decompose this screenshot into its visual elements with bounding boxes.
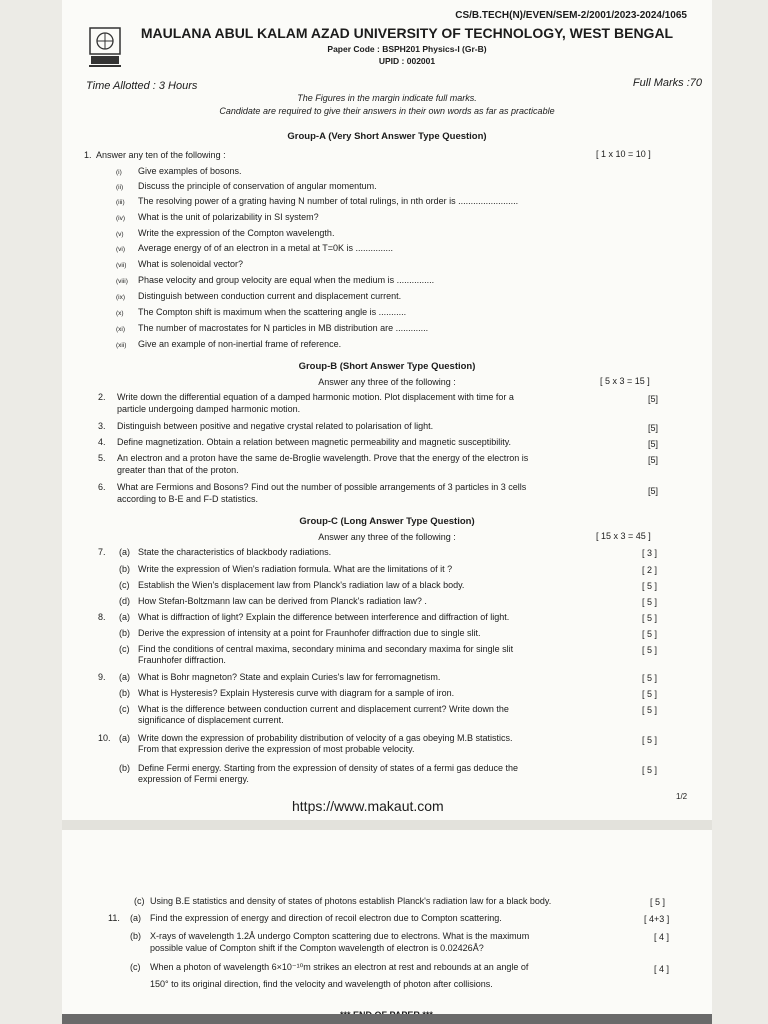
part-label: (c) <box>134 896 145 906</box>
question-text: State the characteristics of blackbody radiations. <box>138 547 332 557</box>
upid: UPID : 002001 <box>378 56 436 66</box>
group-c-instruction: Answer any three of the following : <box>318 532 456 542</box>
question-number: 10. <box>98 733 111 743</box>
question-text: 150° to its original direction, find the velocity and wavelength of photon after collisions. <box>150 979 493 989</box>
full-marks: Full Marks :70 <box>632 77 702 89</box>
question-number: 8. <box>98 612 106 622</box>
footer-url: https://www.makaut.com <box>292 798 444 814</box>
question-number: 7. <box>98 547 106 557</box>
instruction-own-words: Candidate are required to give their answers in their own words as far as practicable <box>219 106 555 116</box>
question-text: Derive the expression of intensity at a point for Fraunhofer diffraction due to single slit. <box>138 628 481 638</box>
paper-code: Paper Code : BSPH201 Physics-I (Gr-B) <box>327 44 487 54</box>
part-label: (a) <box>130 913 141 923</box>
bottom-shadow <box>62 1014 712 1024</box>
question-marks: [5] <box>648 455 659 465</box>
part-label: (d) <box>119 596 130 606</box>
part-label: (a) <box>119 547 130 557</box>
paper-reference-code: CS/B.TECH(N)/EVEN/SEM-2/2001/2023-2024/1065 <box>455 10 687 21</box>
part-label: (b) <box>130 931 141 941</box>
question-text: What is the unit of polarizability in SI system? <box>138 212 319 222</box>
question-marks: [ 5 ] <box>642 629 658 639</box>
question-text: When a photon of wavelength 6×10⁻¹⁰m strikes an electron at rest and rebounds at an angle of <box>150 962 529 972</box>
question-text: Write the expression of Wien's radiation formula. What are the limitations of it ? <box>138 564 453 574</box>
question-text: according to B-E and F-D statistics. <box>117 494 259 504</box>
part-label: (b) <box>119 564 130 574</box>
item-number: (iii) <box>116 199 125 206</box>
question-text: What is the difference between conduction current and displacement current? Write down the <box>138 704 509 714</box>
question-number: 11. <box>108 913 120 923</box>
question-marks: [ 5 ] <box>642 581 658 591</box>
question-text: significance of displacement current. <box>138 715 284 725</box>
question-text: Establish the Wien's displacement law from Planck's radiation law of a black body. <box>138 580 465 590</box>
question-number: 1. <box>84 150 92 160</box>
question-text: Write down the differential equation of a damped harmonic motion. Plot displacement with time for a <box>117 392 514 402</box>
item-number: (vii) <box>116 262 127 269</box>
item-number: (xi) <box>116 326 126 333</box>
item-number: (v) <box>116 231 124 238</box>
question-marks: [5] <box>648 439 659 449</box>
exam-page-2 <box>62 830 712 1024</box>
question-marks: [5] <box>648 394 659 404</box>
group-a-instruction: Answer any ten of the following : <box>96 150 226 160</box>
page-number: 1/2 <box>676 792 688 801</box>
question-text: What is solenoidal vector? <box>138 259 244 269</box>
question-marks: [ 4+3 ] <box>644 914 670 924</box>
question-number: 4. <box>98 437 106 447</box>
instruction-margin: The Figures in the margin indicate full marks. <box>297 93 477 103</box>
question-text: What is Hysteresis? Explain Hysteresis curve with diagram for a sample of iron. <box>138 688 455 698</box>
item-number: (iv) <box>116 215 126 222</box>
item-number: (ix) <box>116 294 126 301</box>
question-text: Define magnetization. Obtain a relation between magnetic permeability and magnetic susceptibility. <box>117 437 512 447</box>
question-marks: [ 5 ] <box>642 689 658 699</box>
question-marks: [ 5 ] <box>642 765 658 775</box>
group-b-instruction: Answer any three of the following : <box>318 377 456 387</box>
question-number: 5. <box>98 453 106 463</box>
question-marks: [ 5 ] <box>642 645 658 655</box>
item-number: (i) <box>116 169 122 176</box>
part-label: (c) <box>119 704 130 714</box>
question-text: Define Fermi energy. Starting from the expression of density of states of a fermi gas deduce the <box>138 763 519 773</box>
question-text: How Stefan-Boltzmann law can be derived from Planck's radiation law? . <box>138 596 427 606</box>
question-text: Distinguish between conduction current and displacement current. <box>138 291 402 301</box>
question-number: 3. <box>98 421 106 431</box>
question-marks: [ 5 ] <box>642 613 658 623</box>
question-text: Write down the expression of probability distribution of velocity of a gas obeying M.B statistics. <box>138 733 513 743</box>
question-text: Phase velocity and group velocity are equal when the medium is ............... <box>138 275 435 285</box>
part-label: (a) <box>119 733 130 743</box>
question-text: expression of Fermi energy. <box>138 774 249 784</box>
part-label: (c) <box>119 644 130 654</box>
university-name: MAULANA ABUL KALAM AZAD UNIVERSITY OF TECHNOLOGY, WEST BENGAL <box>140 25 674 41</box>
group-a-marks: [ 1 x 10 = 10 ] <box>596 149 651 159</box>
page-separator <box>62 820 712 830</box>
question-marks: [5] <box>648 423 659 433</box>
question-marks: [ 5 ] <box>642 597 658 607</box>
item-number: (vi) <box>116 246 126 253</box>
question-text: An electron and a proton have the same de-Broglie wavelength. Prove that the energy of the electron is <box>117 453 529 463</box>
question-marks: [ 5 ] <box>642 673 658 683</box>
question-text: What is diffraction of light? Explain the difference between interference and diffraction of light. <box>138 612 510 622</box>
question-text: Using B.E statistics and density of states of photons establish Planck's radiation law for a black body. <box>150 896 552 906</box>
question-text: Give an example of non-inertial frame of reference. <box>138 339 342 349</box>
part-label: (b) <box>119 688 130 698</box>
question-text: The Compton shift is maximum when the scattering angle is ........... <box>138 307 407 317</box>
part-label: (b) <box>119 628 130 638</box>
question-number: 6. <box>98 482 106 492</box>
question-text: X-rays of wavelength 1.2Å undergo Compton scattering due to electrons. What is the maximum <box>150 931 530 941</box>
question-marks: [ 5 ] <box>642 735 658 745</box>
question-number: 2. <box>98 392 106 402</box>
group-b-title: Group-B (Short Answer Type Question) <box>298 361 476 372</box>
question-text: greater than that of the proton. <box>117 465 239 475</box>
question-text: Find the expression of energy and direction of recoil electron due to Compton scattering. <box>150 913 502 923</box>
item-number: (xii) <box>116 342 127 349</box>
question-text: From that expression derive the expression of most probable velocity. <box>138 744 415 754</box>
exam-page-1 <box>62 0 712 820</box>
item-number: (x) <box>116 310 124 317</box>
question-marks: [ 4 ] <box>654 964 670 974</box>
question-text: possible value of Compton shift if the Compton wavelength of electron is 0.02426Å? <box>150 943 484 953</box>
question-text: Average energy of of an electron in a metal at T=0K is ............... <box>138 243 394 253</box>
question-text: What are Fermions and Bosons? Find out the number of possible arrangements of 3 particles in 3 cells <box>117 482 527 492</box>
group-c-title: Group-C (Long Answer Type Question) <box>299 516 475 527</box>
part-label: (a) <box>119 672 130 682</box>
question-marks: [ 3 ] <box>642 548 658 558</box>
question-marks: [5] <box>648 486 659 496</box>
question-marks: [ 5 ] <box>650 897 666 907</box>
question-text: What is Bohr magneton? State and explain Curies's law for ferromagnetism. <box>138 672 441 682</box>
question-text: The resolving power of a grating having N number of total rulings, in nth order is ........................ <box>138 196 519 206</box>
question-text: particle undergoing damped harmonic motion. <box>117 404 301 414</box>
group-c-marks: [ 15 x 3 = 45 ] <box>596 531 651 541</box>
question-number: 9. <box>98 672 106 682</box>
part-label: (c) <box>119 580 130 590</box>
part-label: (c) <box>130 962 141 972</box>
item-number: (viii) <box>116 278 128 285</box>
question-marks: [ 2 ] <box>642 565 658 575</box>
part-label: (a) <box>119 612 130 622</box>
question-text: Distinguish between positive and negative crystal related to polarisation of light. <box>117 421 434 431</box>
question-text: The number of macrostates for N particles in MB distribution are ............. <box>138 323 429 333</box>
question-text: Discuss the principle of conservation of angular momentum. <box>138 181 377 191</box>
time-allotted: Time Allotted : 3 Hours <box>86 80 198 92</box>
part-label: (b) <box>119 763 130 773</box>
question-marks: [ 4 ] <box>654 932 670 942</box>
item-number: (ii) <box>116 184 124 191</box>
question-text: Give examples of bosons. <box>138 166 242 176</box>
question-marks: [ 5 ] <box>642 705 658 715</box>
group-a-title: Group-A (Very Short Answer Type Question) <box>287 131 487 142</box>
group-b-marks: [ 5 x 3 = 15 ] <box>600 376 650 386</box>
question-text: Fraunhofer diffraction. <box>138 655 226 665</box>
question-text: Write the expression of the Compton wavelength. <box>138 228 335 238</box>
question-text: Find the conditions of central maxima, secondary minima and secondary maxima for single slit <box>138 644 514 654</box>
